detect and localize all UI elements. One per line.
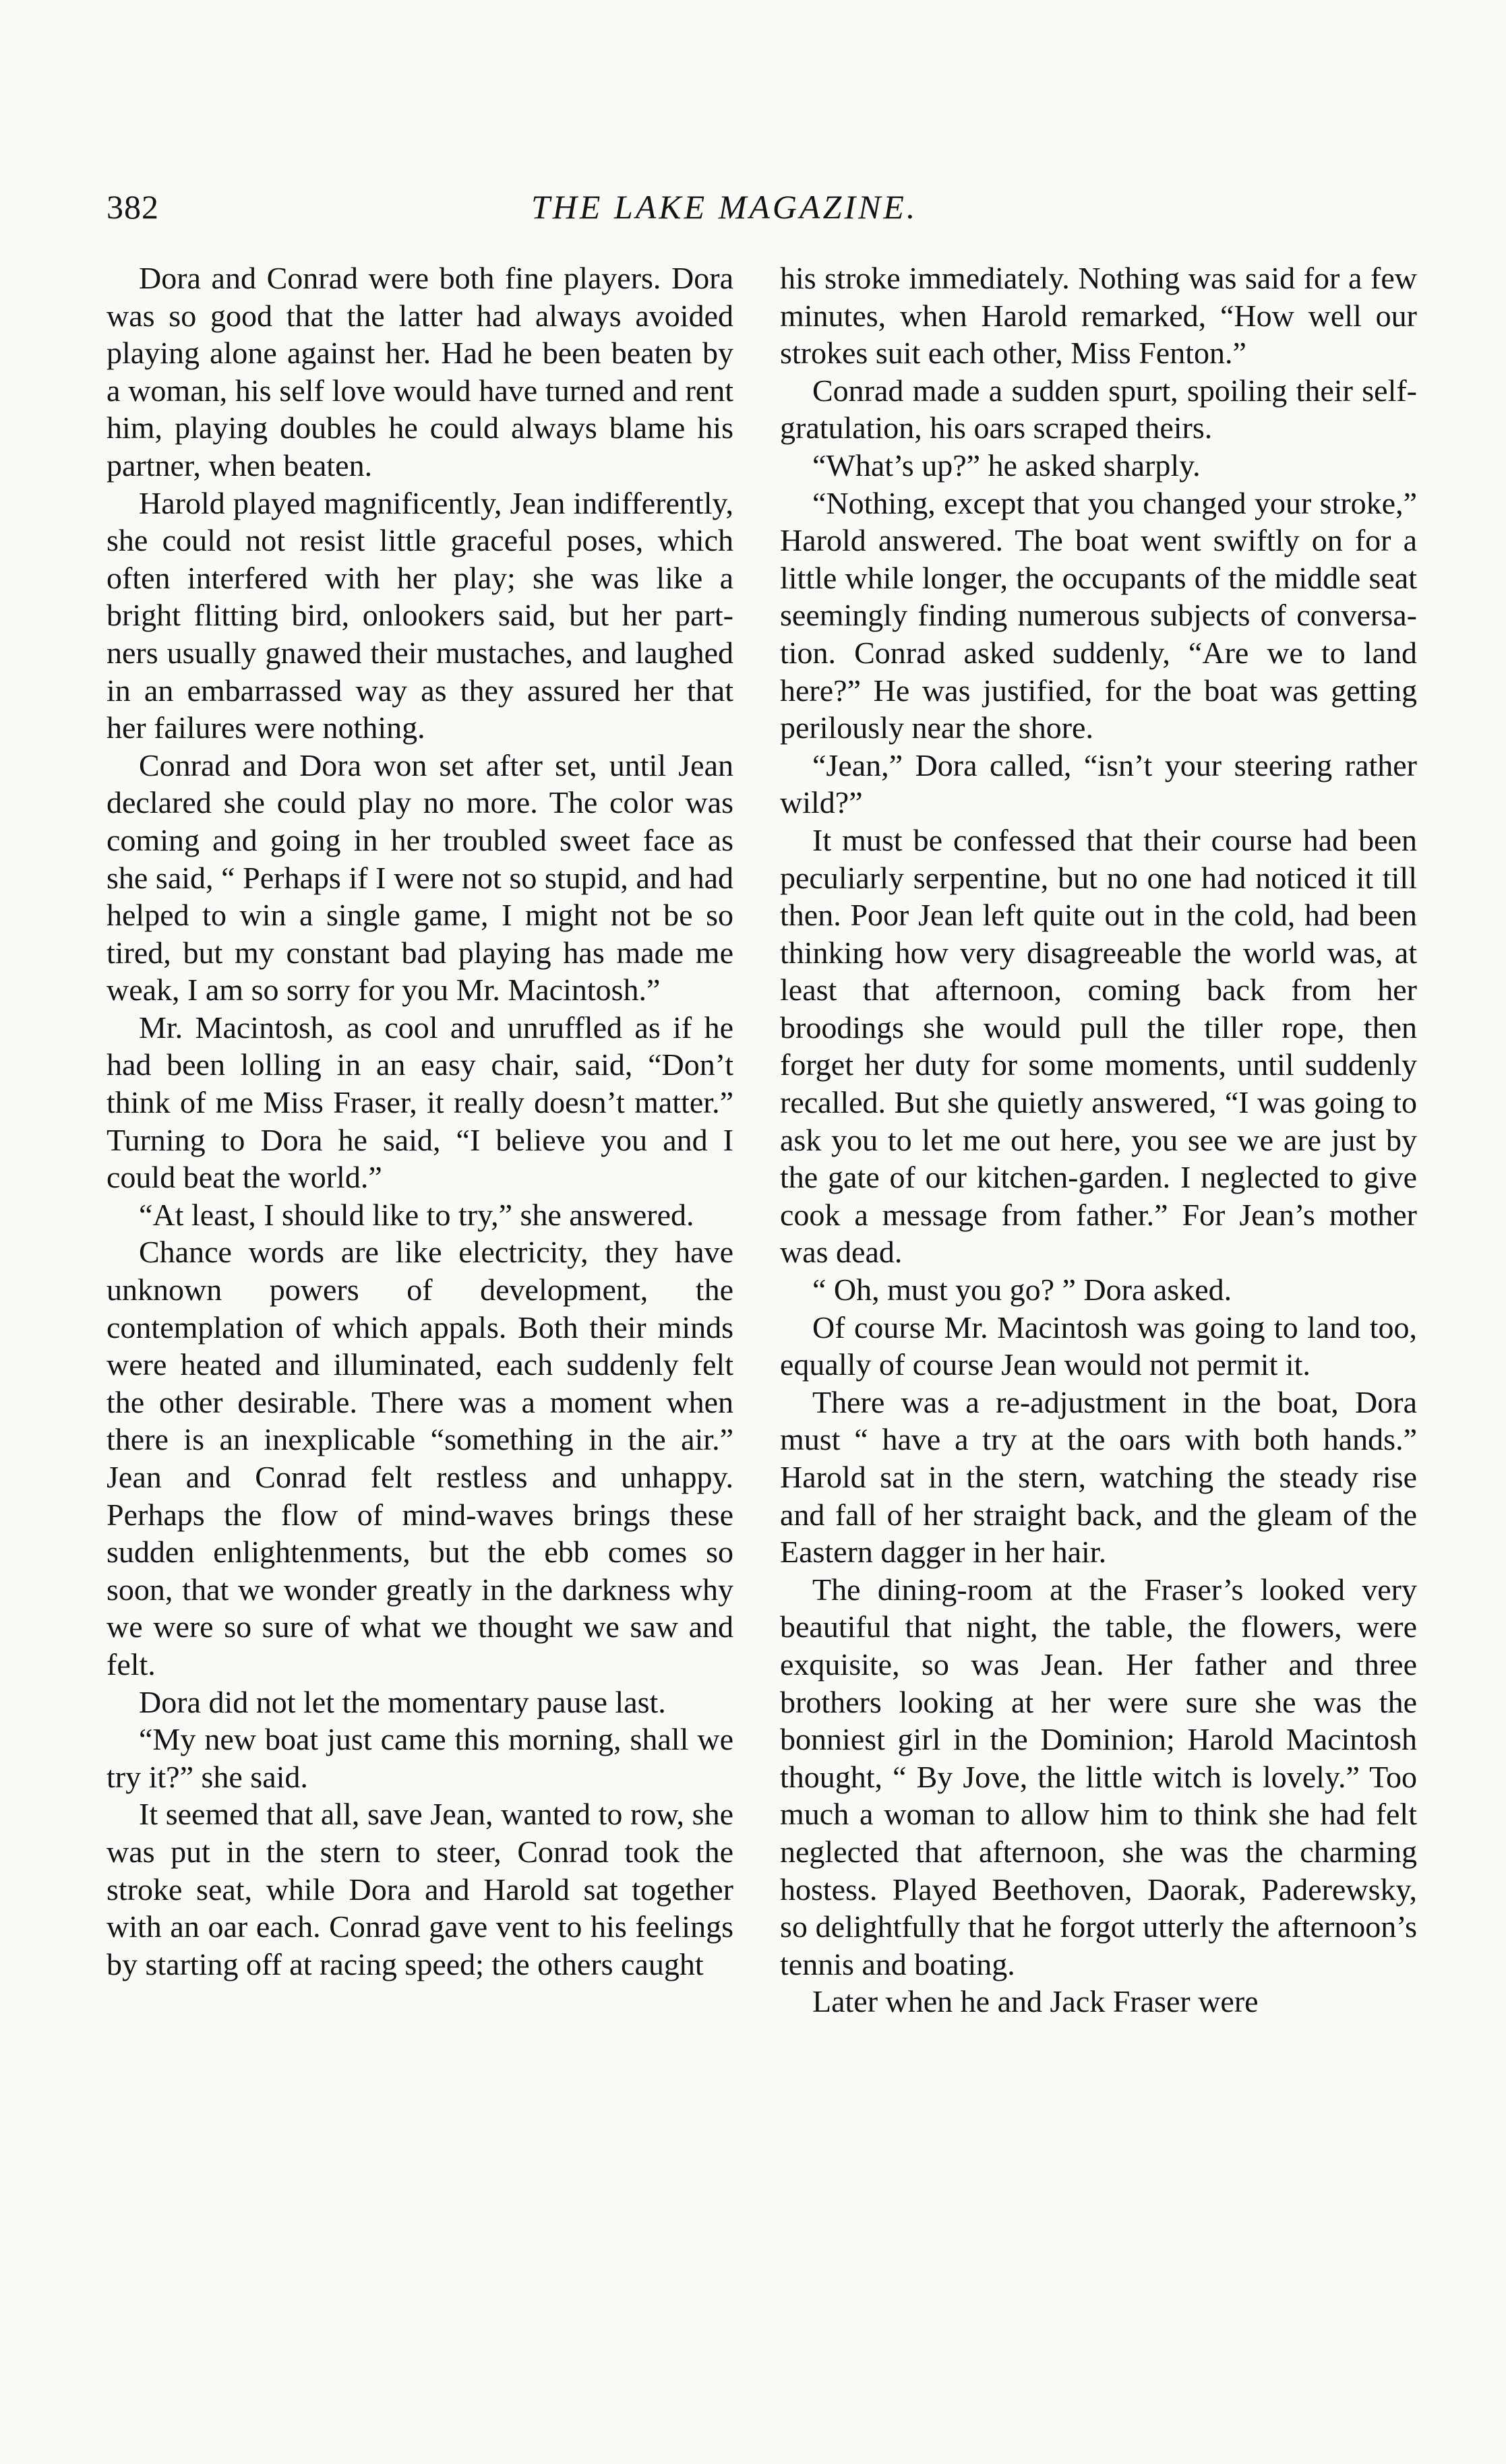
right-column bbox=[780, 259, 1417, 2021]
paragraph: It seemed that all, save Jean, wanted to row, she was put in the stern to steer, Conrad took the stroke seat, while Dora and Harold sat together with an oar each. Conrad gave vent to his feelings by starting off at racing speed; the others caught bbox=[107, 1797, 733, 1981]
running-title: THE LAKE MAGAZINE. bbox=[531, 188, 918, 226]
paragraph: Of course Mr. Macintosh was going to land too, equally of course Jean would not permit it. bbox=[780, 1310, 1417, 1382]
paragraph: “ Oh, must you go? ” Dora asked. bbox=[812, 1272, 1232, 1307]
paragraph: “What’s up?” he asked sharply. bbox=[812, 448, 1201, 483]
paragraph: Dora did not let the momentary pause last. bbox=[139, 1684, 666, 1719]
paragraph: Mr. Macintosh, as cool and unruffled as if he had been lolling in an easy chair, said, “Don’t think of me Miss Fraser, it really doesn’t matter.” Turning to Dora he said, “I believe you and I could beat the world.” bbox=[107, 1010, 733, 1195]
paragraph: “My new boat just came this morning, shall we try it?” she said. bbox=[107, 1722, 733, 1794]
paragraph: Dora and Conrad were both fine players. Dora was so good that the latter had always avoided playing alone against her. Had he been beaten by a woman, his self love would have turned and rent him, playing doubles he could always blame his partner, when beaten. bbox=[107, 261, 733, 483]
paragraph: “At least, I should like to try,” she answered. bbox=[139, 1197, 694, 1232]
paragraph: Chance words are like electricity, they have unknown powers of development, the contemplation of which appals. Both their minds were heated and illuminated, each suddenly felt the other desirable. There was a moment when there is an inexplicable “something in the air.” Jean and Conrad felt restless and unhappy. Perhaps the flow of mind-waves brings these sudden enlightenments, but the ebb comes so soon, that we wonder greatly in the darkness why we were so sure of what we thought we saw and felt. bbox=[107, 1235, 733, 1682]
paragraph: Later when he and Jack Fraser were bbox=[812, 1984, 1259, 2019]
paragraph: Conrad made a sudden spurt, spoiling their self-gratulation, his oars scraped theirs. bbox=[780, 373, 1417, 445]
paragraph: Harold played magnificently, Jean indifferently, she could not resist little graceful poses, which often interfered with her play; she was like a bright flitting bird, onlookers said, but her partners usually gnawed their mustaches, and laughed in an embarrassed way as they assured her that her failures were nothing. bbox=[107, 485, 733, 745]
paragraph: It must be confessed that their course had been peculiarly serpentine, but no one had noticed it till then. Poor Jean left quite out in the cold, had been thinking how very disagreeable the world was, at least that afternoon, coming back from her broodings she would pull the tiller rope, then forget her duty for some moments, until suddenly recalled. But she quietly answered, “I was going to ask you to let me out here, you see we are just by the gate of our kitchen-garden. I neglected to give cook a message from father.” For Jean’s mother was dead. bbox=[780, 822, 1417, 1270]
left-column bbox=[107, 259, 733, 1983]
page-header bbox=[107, 187, 1387, 235]
paragraph: “Nothing, except that you changed your stroke,” Harold answered. The boat went swiftly on for a little while longer, the occupants of the middle seat seemingly finding numerous subjects of conversation. Conrad asked suddenly, “Are we to land here?” He was justified, for the boat was getting perilously near the shore. bbox=[780, 485, 1417, 745]
paragraph: Conrad and Dora won set after set, until Jean declared she could play no more. The color was coming and going in her troubled sweet face as she said, “ Perhaps if I were not so stupid, and had helped to win a single game, I might not be so tired, but my constant bad playing has made me weak, I am so sorry for you Mr. Macintosh.” bbox=[107, 747, 733, 1008]
paragraph: “Jean,” Dora called, “isn’t your steering rather wild?” bbox=[780, 747, 1417, 820]
paragraph: The dining-room at the Fraser’s looked very beautiful that night, the table, the flowers, were exquisite, so was Jean. Her father and three brothers looking at her were sure she was the bonniest girl in the Dominion; Harold Macintosh thought, “ By Jove, the little witch is lovely.” Too much a woman to allow him to think she had felt neglected that afternoon, she was the charming hostess. Played Beethoven, Daorak, Paderewsky, so delightfully that he forgot utterly the afternoon’s tennis and boating. bbox=[780, 1572, 1417, 1981]
paragraph: There was a re-adjustment in the boat, Dora must “ have a try at the oars with both hands.” Harold sat in the stern, watching the steady rise and fall of her straight back, and the gleam of the Eastern dagger in her hair. bbox=[780, 1384, 1417, 1570]
paragraph-continuation: his stroke immediately. Nothing was said for a few minutes, when Harold remarked, “How well our strokes suit each other, Miss Fenton.” bbox=[780, 261, 1417, 371]
page-number: 382 bbox=[107, 188, 159, 226]
